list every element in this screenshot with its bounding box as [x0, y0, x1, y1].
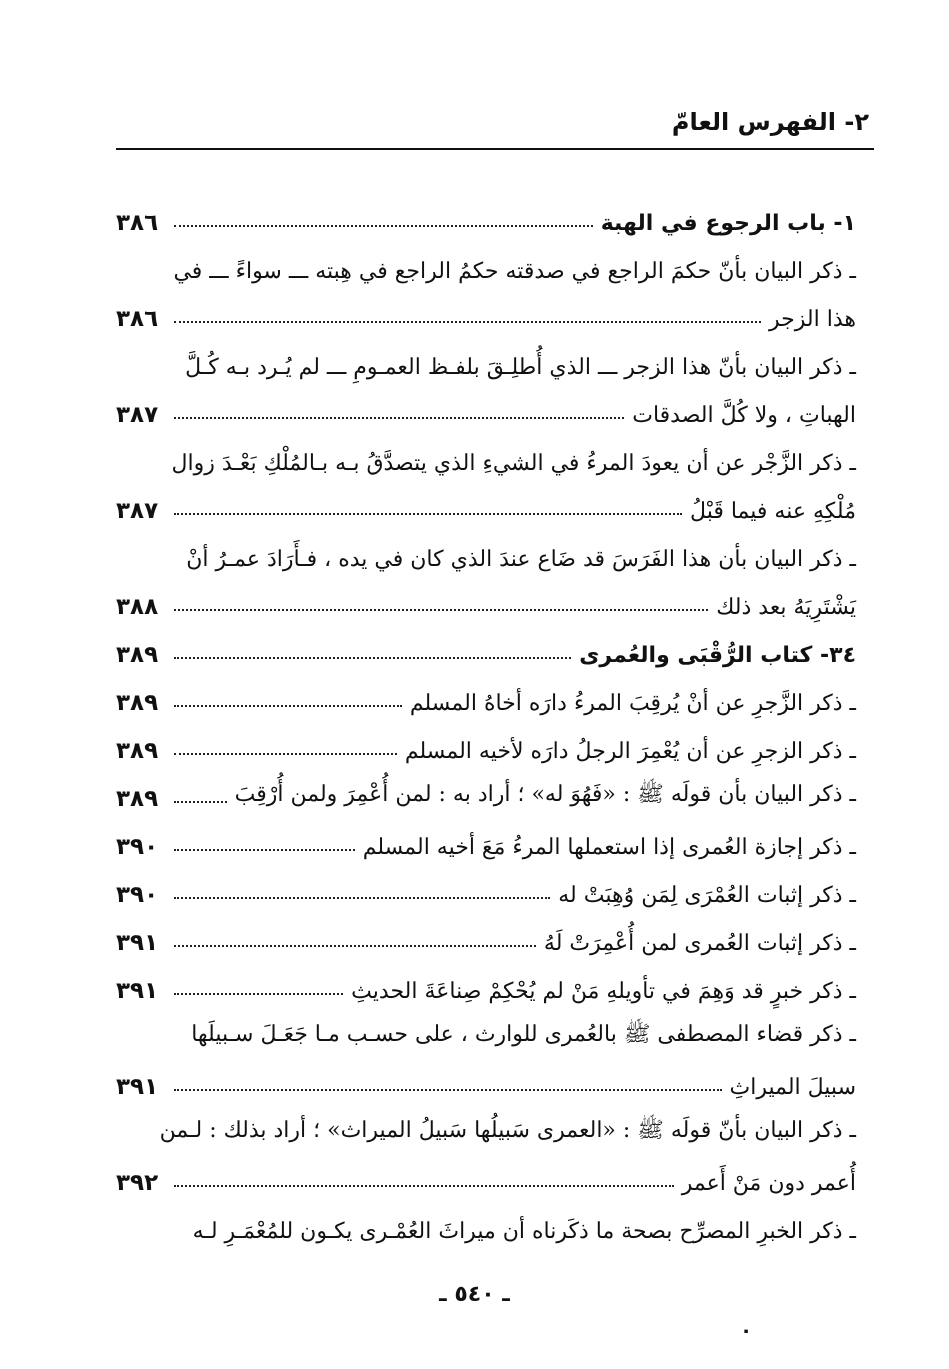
entry-text-line: ـ ذكر الزَّجْر عن أن يعودَ المرءُ في الشيءِ الذي يتصدَّقُ بـه بـالمُلْكِ بَعْـدَ زوال — [171, 451, 856, 476]
toc-entry — [116, 1004, 856, 1100]
entry-text-line: ـ ذكر البيان بأنّ قولَه ﷺ : «العمرى سَبيلُها سَبيلُ الميراث» ؛ أراد بذلك : لـمن — [159, 1118, 856, 1143]
entry-page-number: ٣٩٠ — [116, 834, 159, 860]
toc-entry — [116, 860, 856, 908]
entry-page-number: ٣٨٨ — [116, 594, 159, 620]
entry-text-line: ـ ذكر البيان بأنّ هذا الزجر ـــ الذي أُطلِـقَ بلفـظ العمـومِ ـــ لم يُـرد بـه كُـلَّ — [185, 355, 856, 380]
entry-page-number: ٣٨٩ — [116, 642, 159, 668]
entry-page-number: ٣٩٢ — [116, 1170, 159, 1196]
entry-page-number: ٣٨٧ — [116, 402, 159, 428]
entry-page-number: ٣٨٩ — [116, 738, 159, 764]
toc-entry — [116, 428, 856, 524]
dot-leader — [174, 801, 227, 803]
entry-text-line: ـ ذكر قضاء المصطفى ﷺ بالعُمرى للوارث ، على حسـب مـا جَعَـلَ سـبيلَها — [191, 1022, 856, 1047]
toc-heading — [116, 620, 856, 668]
section-title: ١- باب الرجوع في الهبة — [600, 211, 856, 236]
dot-leader — [174, 993, 343, 995]
entry-page-number: ٣٩١ — [116, 978, 159, 1004]
entry-page-number: ٣٨٩ — [116, 786, 159, 812]
dot-leader — [174, 945, 536, 947]
entry-text: ـ ذكر إجازة العُمرى إذا استعملها المرءُ مَعَ أخيه المسلم — [362, 835, 856, 860]
entry-text: سبيلَ الميراثِ — [729, 1075, 856, 1100]
entry-text: ـ ذكر الزجرِ عن أن يُعْمِرَ الرجلُ دارَه لأخيه المسلم — [404, 739, 856, 764]
toc-heading — [116, 188, 856, 236]
section-title: ٣٤- كتاب الرُّقْبَى والعُمرى — [579, 643, 856, 668]
entry-text: ـ ذكر خبرٍ قد وَهِمَ في تأويلهِ مَنْ لم يُحْكِمْ صِناعَةَ الحديثِ — [351, 979, 856, 1004]
dot-leader — [174, 897, 550, 899]
header-rule — [116, 148, 874, 150]
entry-final-line — [116, 956, 856, 1004]
entry-text-line: ـ ذكر البيان بأن هذا الفَرَسَ قد ضَاع عندَ الذي كان في يده ، فـأَرَادَ عمـرُ أنْ — [186, 547, 856, 572]
entry-final-line — [116, 620, 856, 668]
entry-final-line — [116, 1148, 856, 1196]
toc-entry — [116, 524, 856, 620]
entry-text: ـ ذكر الزَّجرِ عن أنْ يُرقِبَ المرءُ دارَه أخاهُ المسلم — [409, 691, 856, 716]
entry-page-number: ٣٨٦ — [116, 210, 159, 236]
entry-final-line — [116, 812, 856, 860]
entry-text: الهباتِ ، ولا كُلَّ الصدقات — [632, 403, 856, 428]
entry-page-number: ٣٩١ — [116, 1074, 159, 1100]
entry-final-line — [116, 572, 856, 620]
entry-final-line — [116, 188, 856, 236]
entry-page-number: ٣٩٠ — [116, 882, 159, 908]
entry-final-line — [116, 668, 856, 716]
entry-text: مُلْكِهِ عنه فيما قَبْلُ — [690, 499, 856, 524]
dot-leader — [174, 657, 571, 659]
entry-text: ـ ذكر إثبات العُمرى لمن أُعْمِرَتْ لَهُ — [543, 931, 856, 956]
table-of-contents — [116, 188, 856, 1244]
toc-entry — [116, 236, 856, 332]
entry-final-line — [116, 1052, 856, 1100]
dot-leader — [174, 1089, 722, 1091]
dot-leader — [174, 321, 761, 323]
toc-entry — [116, 1100, 856, 1196]
entry-final-line — [116, 860, 856, 908]
dot-leader — [174, 513, 682, 515]
dot-leader — [174, 849, 355, 851]
toc-entry — [116, 764, 856, 812]
entry-final-line — [116, 380, 856, 428]
entry-page-number: ٣٨٩ — [116, 690, 159, 716]
running-head: ٢- الفهرس العامّ — [671, 108, 869, 136]
entry-text-line: ـ ذكر الخبرِ المصرِّح بصحة ما ذكَرناه أن ميراثَ العُمْـرى يكـون للمُعْمَـرِ لـه — [192, 1219, 856, 1244]
entry-text: أُعمر دون مَنْ أَعمر — [681, 1171, 856, 1196]
dot-leader — [174, 753, 397, 755]
entry-page-number: ٣٨٦ — [116, 306, 159, 332]
dot-leader — [174, 1185, 674, 1187]
entry-text: ـ ذكر إثبات العُمْرَى لِمَن وُهِبَتْ له — [558, 883, 856, 908]
toc-entry — [116, 908, 856, 956]
dot-leader — [174, 705, 402, 707]
toc-entry — [116, 332, 856, 428]
entry-final-line — [116, 908, 856, 956]
page-number: ـ ٥٤٠ ـ — [439, 1282, 510, 1307]
toc-entry — [116, 716, 856, 764]
dot-leader — [174, 225, 593, 227]
toc-entry — [116, 812, 856, 860]
toc-entry — [116, 668, 856, 716]
entry-final-line — [116, 764, 856, 812]
stray-mark: ٠ — [740, 1318, 753, 1342]
dot-leader — [174, 609, 708, 611]
entry-text-line: ـ ذكر البيان بأنّ حكمَ الراجع في صدقته حكمُ الراجع في هِبته ـــ سواءً ـــ في — [173, 259, 856, 284]
dot-leader — [174, 417, 624, 419]
entry-final-line — [116, 284, 856, 332]
entry-text: ـ ذكر البيان بأن قولَه ﷺ : «فَهُوَ له» ؛ أراد به : لمن أُعْمِرَ ولمن أُرْقِبَ — [234, 782, 856, 807]
entry-text: يَشْتَرِيَهُ بعد ذلك — [716, 595, 856, 620]
toc-entry — [116, 1196, 856, 1244]
toc-entry — [116, 956, 856, 1004]
entry-page-number: ٣٩١ — [116, 930, 159, 956]
entry-final-line — [116, 716, 856, 764]
entry-final-line — [116, 476, 856, 524]
entry-page-number: ٣٨٧ — [116, 498, 159, 524]
entry-text: هذا الزجر — [769, 307, 856, 332]
